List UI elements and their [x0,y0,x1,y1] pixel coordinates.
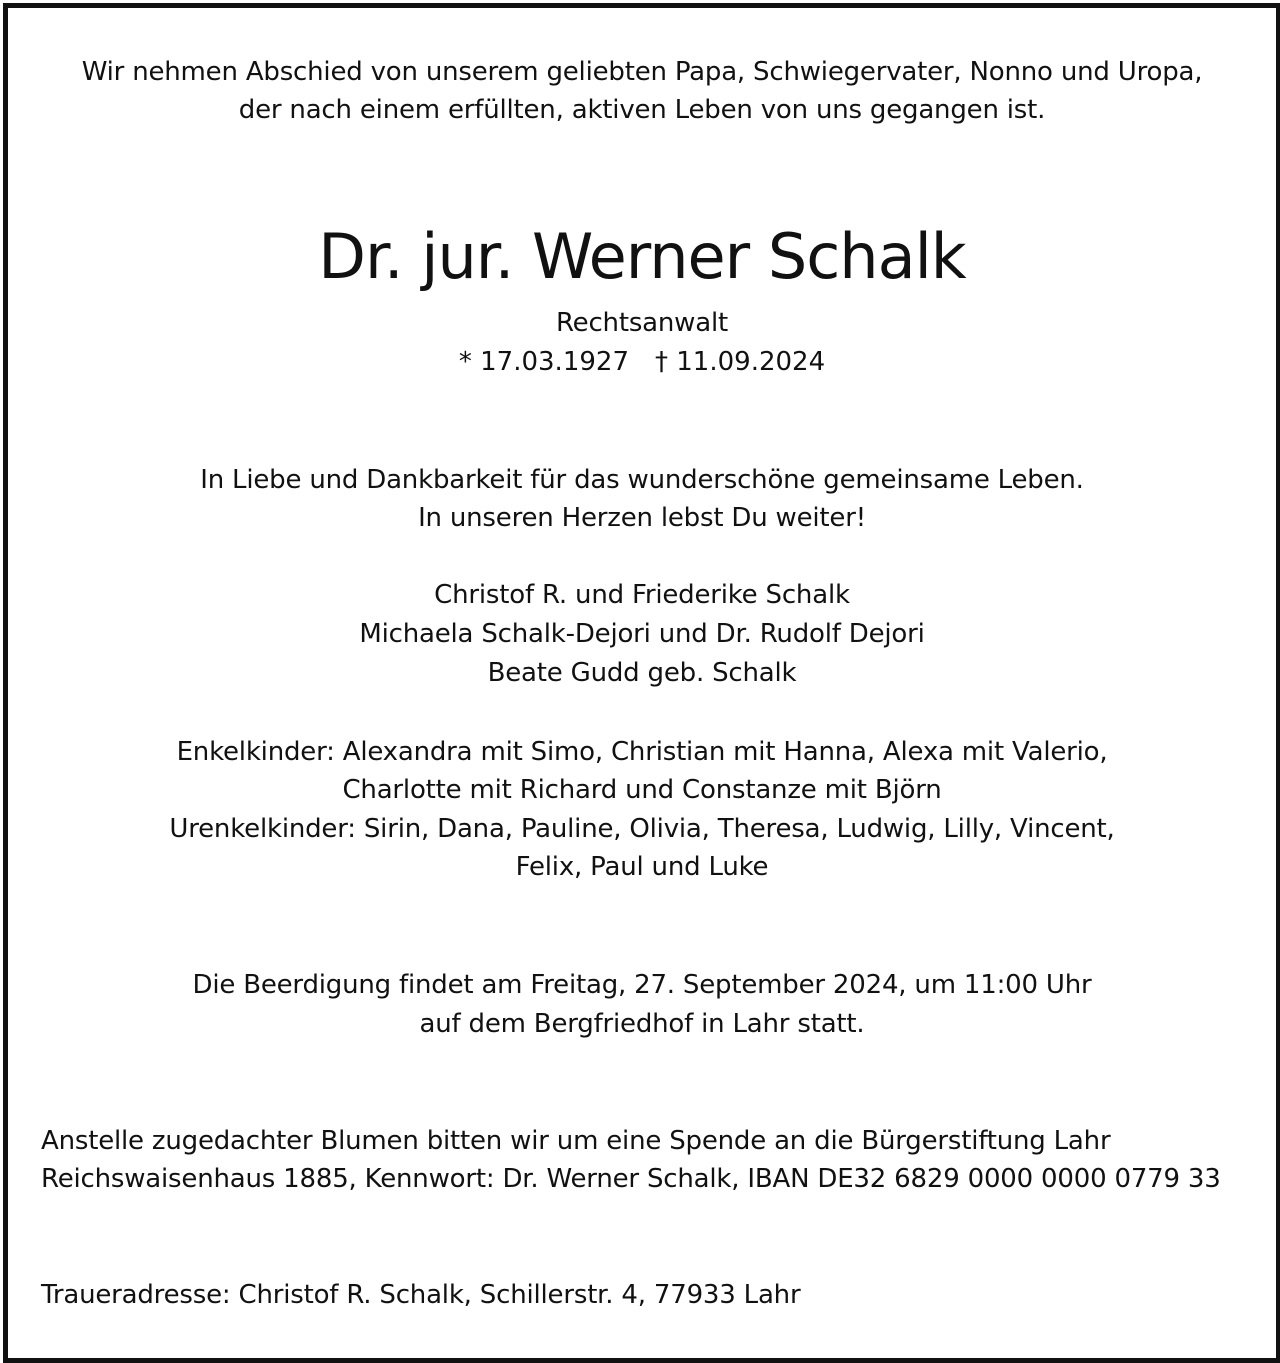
dedication-line-2: In unseren Herzen lebst Du weiter! [418,503,866,533]
grandchildren-line-2: Charlotte mit Richard und Constanze mit Björn [342,775,942,805]
child-line-2: Michaela Schalk-Dejori und Dr. Rudolf Dejori [359,619,925,649]
funeral-line-2: auf dem Bergfriedhof in Lahr statt. [419,1009,865,1039]
child-line-1: Christof R. und Friederike Schalk [434,580,850,610]
great-grandchildren-line-2: Felix, Paul und Luke [515,852,769,882]
grandchildren-line-1: Enkelkinder: Alexandra mit Simo, Christian mit Hanna, Alexa mit Valerio, [176,737,1108,767]
great-grandchildren-line-1: Urenkelkinder: Sirin, Dana, Pauline, Olivia, Theresa, Ludwig, Lilly, Vincent, [169,814,1115,844]
intro-line-1: Wir nehmen Abschied von unserem geliebten Papa, Schwiegervater, Nonno und Uropa, [81,57,1203,87]
obituary-frame [3,3,1280,1363]
child-line-3: Beate Gudd geb. Schalk [487,658,797,688]
deceased-name: Dr. jur. Werner Schalk [318,220,966,293]
deceased-profession: Rechtsanwalt [555,308,729,338]
death-date: † 11.09.2024 [655,347,826,377]
intro-line-2: der nach einem erfüllten, aktiven Leben von uns gegangen ist. [238,95,1046,125]
donation-line-1: Anstelle zugedachter Blumen bitten wir um eine Spende an die Bürgerstiftung Lahr [41,1126,1111,1156]
donation-line-2: Reichswaisenhaus 1885, Kennwort: Dr. Werner Schalk, IBAN DE32 6829 0000 0000 0779 33 [41,1164,1221,1194]
funeral-line-1: Die Beerdigung findet am Freitag, 27. September 2024, um 11:00 Uhr [192,970,1092,1000]
mourning-address: Traueradresse: Christof R. Schalk, Schillerstr. 4, 77933 Lahr [41,1280,801,1310]
birth-date: * 17.03.1927 [458,347,629,377]
life-dates [8,346,1276,378]
dedication-line-1: In Liebe und Dankbarkeit für das wunderschöne gemeinsame Leben. [200,465,1084,495]
